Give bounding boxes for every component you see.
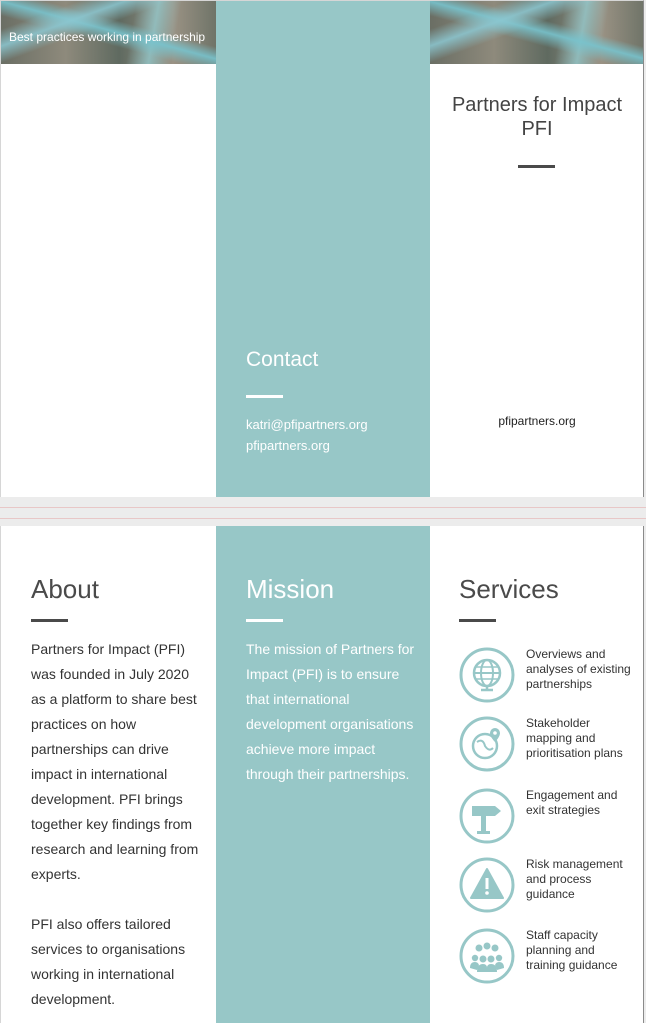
cover-title bbox=[430, 93, 644, 141]
service-label: Staff capacity planning and training guidance bbox=[526, 928, 618, 972]
contact-panel bbox=[216, 1, 430, 497]
cover-website[interactable]: pfipartners.org bbox=[498, 414, 576, 428]
mission-panel bbox=[216, 526, 430, 1023]
signpost-icon bbox=[459, 788, 515, 844]
cover-title-line2: PFI bbox=[521, 118, 553, 140]
page-separator-top bbox=[0, 507, 646, 508]
about-rule bbox=[31, 619, 68, 622]
river-banner-image-right bbox=[430, 1, 644, 64]
about-title: About bbox=[31, 574, 99, 604]
cover-title-line1: Partners for Impact bbox=[451, 94, 623, 116]
back-panel bbox=[1, 1, 216, 497]
service-label: Engagement and exit strategies bbox=[526, 788, 618, 817]
warning-icon bbox=[459, 857, 515, 913]
brochure-page-inside bbox=[0, 526, 644, 1023]
river-banner-image bbox=[1, 1, 216, 64]
page-separator-bottom bbox=[0, 518, 646, 519]
contact-email[interactable]: katri@pfipartners.org bbox=[246, 417, 368, 432]
service-label: Stakeholder mapping and prioritisation plans bbox=[526, 716, 623, 760]
contact-title: Contact bbox=[246, 348, 319, 371]
brochure-page-outside bbox=[0, 0, 644, 497]
service-item bbox=[459, 928, 644, 988]
cover-rule bbox=[518, 165, 555, 168]
service-item bbox=[459, 857, 644, 917]
service-label: Overviews and analyses of existing partnerships bbox=[526, 647, 631, 691]
mission-title: Mission bbox=[246, 574, 335, 604]
banner-text: Best practices working in partnership bbox=[9, 30, 206, 44]
service-item bbox=[459, 788, 644, 848]
service-label: Risk management and process guidance bbox=[526, 857, 623, 901]
services-rule bbox=[459, 619, 496, 622]
services-panel bbox=[430, 526, 644, 1023]
about-text bbox=[31, 637, 206, 1012]
contact-rule bbox=[246, 395, 283, 398]
mission-rule bbox=[246, 619, 283, 622]
globe-pin-icon bbox=[459, 716, 515, 772]
people-icon bbox=[459, 928, 515, 984]
cover-panel bbox=[430, 1, 644, 497]
service-item bbox=[459, 647, 644, 707]
globe-icon bbox=[459, 647, 515, 703]
services-title: Services bbox=[459, 574, 559, 604]
service-item bbox=[459, 716, 644, 776]
about-paragraph-2: PFI also offers tailored services to organisations working in international development. bbox=[31, 916, 186, 1007]
about-panel bbox=[1, 526, 216, 1023]
contact-website[interactable]: pfipartners.org bbox=[246, 438, 330, 453]
mission-text: The mission of Partners for Impact (PFI) is to ensure that international development organisations achieve more impact through their partnerships. bbox=[246, 641, 415, 782]
about-paragraph-1: Partners for Impact (PFI) was founded in July 2020 as a platform to share best practices on how partnerships can drive impact in international development. PFI brings together key findings from research and learning from experts. bbox=[31, 641, 199, 882]
